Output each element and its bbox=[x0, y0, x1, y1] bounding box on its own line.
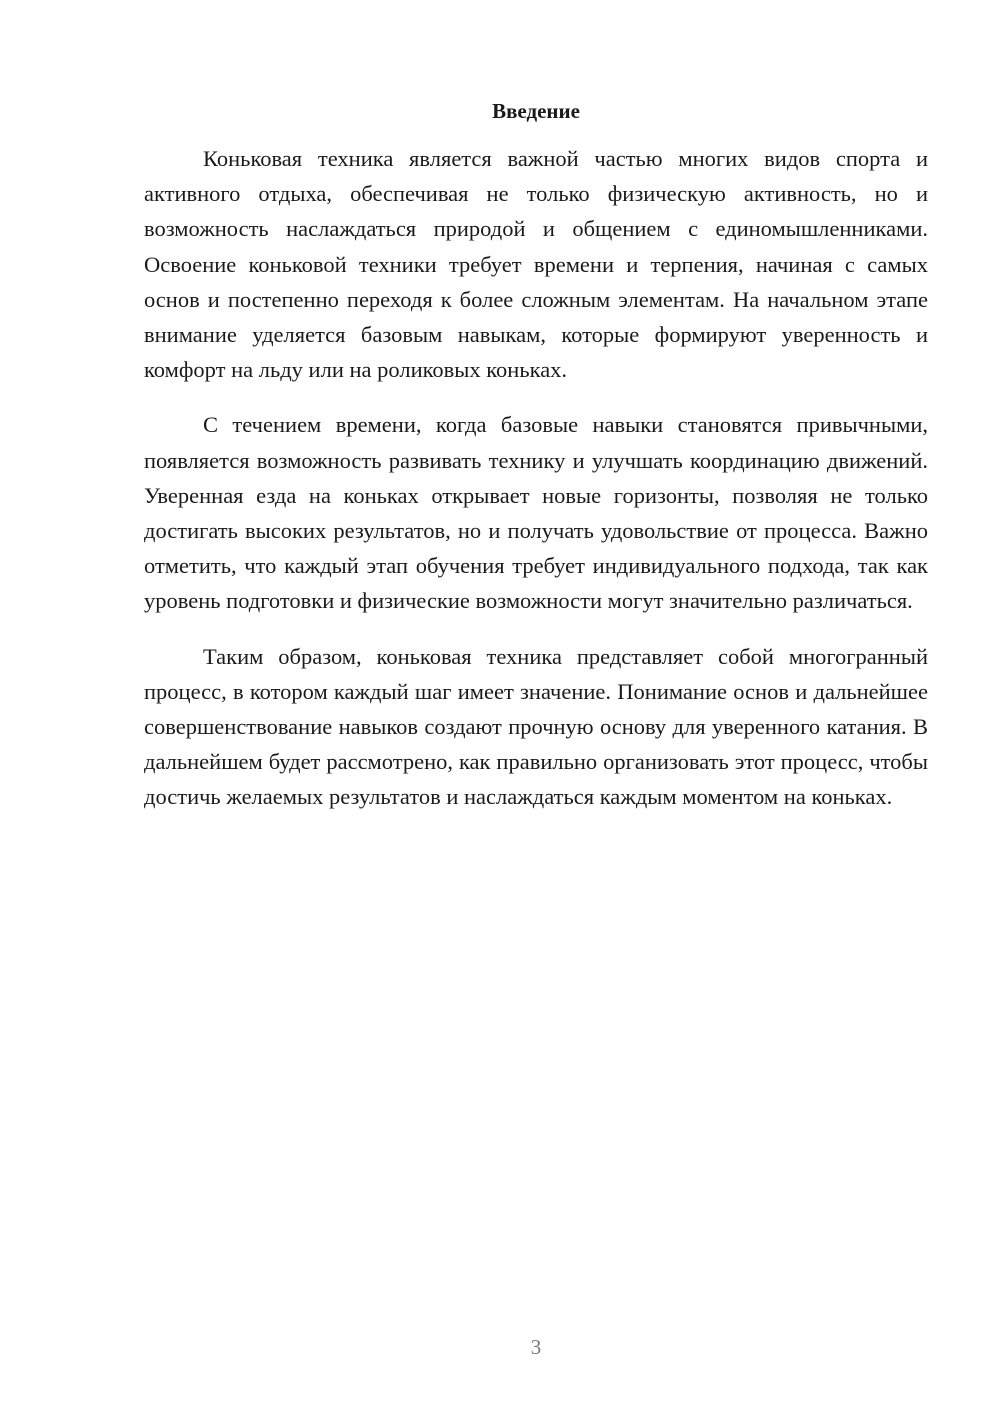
paragraph-intro: Коньковая техника является важной частью многих видов спорта и активного отдыха, обеспечивая не только физическую активность, но и возможность наслаждаться природой и общением с единомышленниками. Освоение коньковой техники требует времени и терпения, начиная с самых основ и постепенно переходя к более сложным элементам. На начальном этапе внимание уделяется базовым навыкам, которые формируют уверенность и комфорт на льду или на роликовых коньках. bbox=[144, 146, 928, 383]
page-number: 3 bbox=[530, 1335, 542, 1359]
page-content bbox=[144, 94, 928, 815]
paragraph-conclusion: Таким образом, коньковая техника представляет собой многогранный процесс, в котором каждый шаг имеет значение. Понимание основ и дальнейшее совершенствование навыков создают прочную основу для уверенного катания. В дальнейшем будет рассмотрено, как правильно организовать этот процесс, чтобы достичь желаемых результатов и наслаждаться каждым моментом на коньках. bbox=[144, 643, 928, 810]
section-title: Введение bbox=[492, 99, 580, 123]
paragraph-development: С течением времени, когда базовые навыки становятся привычными, появляется возможность развивать технику и улучшать координацию движений. Уверенная езда на коньках открывает новые горизонты, позволяя не только достигать высоких результатов, но и получать удовольствие от процесса. Важно отметить, что каждый этап обучения требует индивидуального подхода, так как уровень подготовки и физические возможности могут значительно различаться. bbox=[144, 412, 928, 614]
